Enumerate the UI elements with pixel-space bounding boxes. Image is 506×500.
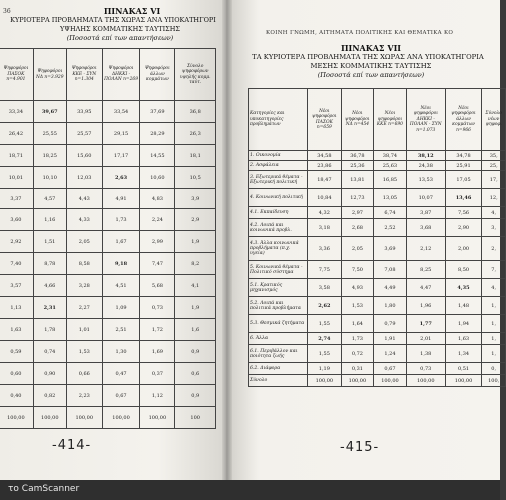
right-table-cell: 1, xyxy=(482,345,506,363)
right-table-cell: 4,49 xyxy=(374,279,407,297)
left-table-cell: 8,2 xyxy=(175,253,216,275)
left-table-cell: 25,55 xyxy=(33,123,66,145)
right-table-cell: 100,00 xyxy=(445,375,482,387)
left-table-row xyxy=(0,385,216,407)
right-table-cell: 13,81 xyxy=(341,171,373,189)
right-table-cell: 4,32 xyxy=(308,207,342,219)
left-table-cell: 7,47 xyxy=(140,253,175,275)
left-table-cell: 0,37 xyxy=(140,363,175,385)
right-table-cell: 1,77 xyxy=(406,315,445,333)
right-table-row xyxy=(249,315,506,333)
right-table-cell: 100,00 xyxy=(341,375,373,387)
right-table-cell: 6,74 xyxy=(374,207,407,219)
left-table-cell: 33,34 xyxy=(0,101,33,123)
right-column-header: Νέοι ψηφοφόροι άλλων κομμάτων n=966 xyxy=(445,89,482,151)
right-table-cell: 7,75 xyxy=(308,261,342,279)
right-table-cell: 13,05 xyxy=(374,189,407,207)
right-table-cell: 2,05 xyxy=(341,237,373,261)
right-row-label: 4.3. Άλλα κοινωνικά προβλήματα (π.χ. υγεία) xyxy=(249,237,308,261)
right-table-row xyxy=(249,261,506,279)
right-table-cell: 3,87 xyxy=(406,207,445,219)
right-row-label: 6.2. Διάφορα xyxy=(249,363,308,375)
left-table-cell: 1,12 xyxy=(140,385,175,407)
right-table-cell: 1,80 xyxy=(374,297,407,315)
right-data-table xyxy=(248,88,506,387)
left-table-cell: 26,42 xyxy=(0,123,33,145)
left-table-cell: 1,6 xyxy=(175,319,216,341)
right-row-label: Σύνολο xyxy=(249,375,308,387)
right-table-subtitle-2: ΜΕΣΗΣ ΚΟΜΜΑΤΙΚΗΣ ΤΑΥΤΙΣΗΣ xyxy=(310,62,432,70)
left-table-cell: 17,17 xyxy=(102,145,140,167)
left-page-top-number: 36 xyxy=(3,8,11,15)
right-table-row xyxy=(249,161,506,171)
right-table-cell: 25, xyxy=(482,161,506,171)
right-table-cell: 2,00 xyxy=(445,237,482,261)
left-table-title: ΠΙΝΑΚΑΣ VI xyxy=(103,6,161,16)
right-row-label: 5.3. Θεσμικά ζητήματα xyxy=(249,315,308,333)
right-table-cell: 4,35 xyxy=(445,279,482,297)
left-data-table xyxy=(0,48,216,429)
left-table-cell: 1,53 xyxy=(66,341,102,363)
right-table-cell: 1, xyxy=(482,297,506,315)
right-column-header: Σύνολο νέων ψηφοφ. xyxy=(482,89,506,151)
right-table-cell: 100,00 xyxy=(374,375,407,387)
left-table-cell: 4,57 xyxy=(33,189,66,209)
left-handwritten-page-number: -414- xyxy=(52,438,92,453)
scanner-footer-bar xyxy=(0,480,500,500)
left-table-cell: 1,9 xyxy=(175,297,216,319)
left-table-cell: 1,51 xyxy=(33,231,66,253)
left-table-cell: 9,18 xyxy=(102,253,140,275)
right-table-cell: 4, xyxy=(482,279,506,297)
right-table-cell: 100,00 xyxy=(308,375,342,387)
right-table-cell: 2,12 xyxy=(406,237,445,261)
left-table-cell: 18,71 xyxy=(0,145,33,167)
right-column-header: Νέοι ψηφοφόροι ΚΚΕ n=690 xyxy=(374,89,407,151)
right-row-label: 5.1. Κρατικός μηχανισμός xyxy=(249,279,308,297)
right-table-cell: 0,79 xyxy=(374,315,407,333)
left-table-cell: 4,83 xyxy=(140,189,175,209)
right-table-cell: 0,51 xyxy=(445,363,482,375)
left-table-cell: 0,60 xyxy=(0,363,33,385)
left-table-cell: 1,72 xyxy=(140,319,175,341)
right-table-cell: 0,31 xyxy=(341,363,373,375)
left-table-row xyxy=(0,275,216,297)
left-table-cell: 0,47 xyxy=(102,363,140,385)
book-spine-shadow xyxy=(222,0,232,480)
left-table-cell: 2,24 xyxy=(140,209,175,231)
left-table-cell: 18,1 xyxy=(175,145,216,167)
right-table-cell: 25,91 xyxy=(445,161,482,171)
left-column-header: Ψηφοφόροι ΚΚΕ - ΣΥΝ n=1.304 xyxy=(66,49,102,101)
right-table-row xyxy=(249,151,506,161)
left-table-cell: 10,01 xyxy=(0,167,33,189)
left-table-cell: 1,01 xyxy=(66,319,102,341)
left-table-cell: 0,90 xyxy=(33,363,66,385)
right-table-cell: 13,53 xyxy=(406,171,445,189)
left-table-cell: 2,9 xyxy=(175,209,216,231)
left-table-row xyxy=(0,145,216,167)
left-column-header: Ψηφοφόροι άλλων κομμάτων xyxy=(140,49,175,101)
right-table-cell: 3,68 xyxy=(406,219,445,237)
right-table-cell: 0, xyxy=(482,363,506,375)
left-table-cell: 1,67 xyxy=(102,231,140,253)
right-table-cell: 1,73 xyxy=(341,333,373,345)
left-table-cell: 4,33 xyxy=(66,209,102,231)
left-column-header: Σύνολο ψηφοφόρων υψηλής κομμ. ταύτ. xyxy=(175,49,216,101)
left-table-cell: 4,51 xyxy=(102,275,140,297)
right-table-cell: 7,08 xyxy=(374,261,407,279)
left-table-cell: 29,15 xyxy=(102,123,140,145)
left-table-cell: 25,57 xyxy=(66,123,102,145)
right-table-cell: 2,01 xyxy=(406,333,445,345)
left-table-row xyxy=(0,341,216,363)
right-table-row xyxy=(249,375,506,387)
right-table-cell: 10,07 xyxy=(406,189,445,207)
left-table-row xyxy=(0,297,216,319)
right-table-row xyxy=(249,189,506,207)
left-table-row xyxy=(0,189,216,209)
left-table-cell: 18,25 xyxy=(33,145,66,167)
left-table-cell: 3,60 xyxy=(0,209,33,231)
right-column-header: Νέοι ψηφοφόροι ΝΔ n=454 xyxy=(341,89,373,151)
right-table-cell: 1,91 xyxy=(374,333,407,345)
left-table-cell: 0,6 xyxy=(175,363,216,385)
right-table-row xyxy=(249,171,506,189)
right-table-cell: 1,55 xyxy=(308,345,342,363)
right-table-row xyxy=(249,333,506,345)
right-table-cell: 2,74 xyxy=(308,333,342,345)
right-column-header: Νέοι ψηφοφόροι ΠΑΣΟΚ n=659 xyxy=(308,89,342,151)
right-row-label: 4. Κοινωνική πολιτική xyxy=(249,189,308,207)
left-column-header: Ψηφοφόροι ΔΗΚΚΙ - ΠΟΛΑΝ n=269 xyxy=(102,49,140,101)
left-table-cell: 8,78 xyxy=(33,253,66,275)
left-table-cell: 3,37 xyxy=(0,189,33,209)
right-table-cell: 2,90 xyxy=(445,219,482,237)
left-table-cell: 1,13 xyxy=(0,297,33,319)
left-table-cell: 2,23 xyxy=(66,385,102,407)
left-table-cell: 36,8 xyxy=(175,101,216,123)
left-table-cell: 2,51 xyxy=(102,319,140,341)
left-table-cell: 100,00 xyxy=(140,407,175,429)
left-table-cell: 0,9 xyxy=(175,341,216,363)
left-column-header: Ψηφοφόροι ΝΔ n=3.929 xyxy=(33,49,66,101)
right-table-cell: 1, xyxy=(482,333,506,345)
right-table-cell: 2,52 xyxy=(374,219,407,237)
right-table-cell: 17, xyxy=(482,171,506,189)
right-table-cell: 2,68 xyxy=(341,219,373,237)
right-row-label: 4.2. Λοιπά και κοινωνικά προβλ. xyxy=(249,219,308,237)
right-table-cell: 12,73 xyxy=(341,189,373,207)
right-row-label: 2. Ασφάλεια xyxy=(249,161,308,171)
scanner-watermark: το CamScanner xyxy=(8,484,80,494)
right-table-row xyxy=(249,237,506,261)
right-row-label: 1. Οικονομία xyxy=(249,151,308,161)
left-table-row xyxy=(0,101,216,123)
right-table-cell: 3,36 xyxy=(308,237,342,261)
right-row-label: 6. Άλλα xyxy=(249,333,308,345)
right-row-label: 5.2. Λοιπά και πολιτικά προβλήματα xyxy=(249,297,308,315)
right-table-cell: 34,78 xyxy=(445,151,482,161)
right-table-cell: 1,48 xyxy=(445,297,482,315)
left-table-cell: 100,00 xyxy=(66,407,102,429)
left-table-row xyxy=(0,167,216,189)
right-table-cell: 100,00 xyxy=(406,375,445,387)
right-table-cell: 38,74 xyxy=(374,151,407,161)
left-table-cell: 2,92 xyxy=(0,231,33,253)
right-table-cell: 34,58 xyxy=(308,151,342,161)
right-table-cell: 7,56 xyxy=(445,207,482,219)
right-table-cell: 36,78 xyxy=(341,151,373,161)
left-table-cell: 0,82 xyxy=(33,385,66,407)
right-table-row xyxy=(249,207,506,219)
right-row-label: 3. Εξωτερικά θέματα - Εξωτερική πολιτική xyxy=(249,171,308,189)
right-table-cell: 1,94 xyxy=(445,315,482,333)
right-table-cell: 1,96 xyxy=(406,297,445,315)
left-table-cell: 0,9 xyxy=(175,385,216,407)
left-table-row xyxy=(0,231,216,253)
right-table-cell: 1,53 xyxy=(341,297,373,315)
left-table-cell: 12,03 xyxy=(66,167,102,189)
left-table-row xyxy=(0,363,216,385)
right-table-row xyxy=(249,279,506,297)
left-column-header: Ψηφοφόροι ΠΑΣΟΚ n=4.901 xyxy=(0,49,33,101)
left-table-cell: 0,40 xyxy=(0,385,33,407)
left-table-cell: 3,57 xyxy=(0,275,33,297)
left-table-cell: 100,00 xyxy=(102,407,140,429)
left-page xyxy=(0,0,226,480)
left-table-row xyxy=(0,123,216,145)
left-table-cell: 10,10 xyxy=(33,167,66,189)
left-table-cell: 2,63 xyxy=(102,167,140,189)
right-table-cell: 24,38 xyxy=(406,161,445,171)
left-table-cell: 0,67 xyxy=(102,385,140,407)
right-table-cell: 18,47 xyxy=(308,171,342,189)
right-table-cell: 23,86 xyxy=(308,161,342,171)
right-table-cell: 35, xyxy=(482,151,506,161)
right-corner-header: Κατηγορίες και υποκατηγορίες προβλημάτων xyxy=(249,89,308,151)
right-table-title: ΠΙΝΑΚΑΣ VII xyxy=(340,43,402,53)
left-table-cell: 28,29 xyxy=(140,123,175,145)
left-table-cell: 37,69 xyxy=(140,101,175,123)
left-table-cell: 15,60 xyxy=(66,145,102,167)
left-table-cell: 4,66 xyxy=(33,275,66,297)
left-table-cell: 33,95 xyxy=(66,101,102,123)
right-table-cell: 25,63 xyxy=(374,161,407,171)
left-table-cell: 3,28 xyxy=(66,275,102,297)
left-table-cell: 7,40 xyxy=(0,253,33,275)
right-table-cell: 3,18 xyxy=(308,219,342,237)
left-table-cell: 1,9 xyxy=(175,231,216,253)
left-table-cell: 4,1 xyxy=(175,275,216,297)
right-table-cell: 3,69 xyxy=(374,237,407,261)
right-table-row xyxy=(249,297,506,315)
left-table-cell: 1,09 xyxy=(102,297,140,319)
left-table-row xyxy=(0,209,216,231)
right-table-cell: 13,46 xyxy=(445,189,482,207)
left-table-cell: 10,60 xyxy=(140,167,175,189)
right-row-label: 5. Κοινωνικά θέματα - Πολιτικό σύστημα xyxy=(249,261,308,279)
left-table-row xyxy=(0,319,216,341)
right-table-cell: 100, xyxy=(482,375,506,387)
right-running-header: ΚΟΙΝΗ ΓΝΩΜΗ, ΑΙΤΗΜΑΤΑ ΠΟΛΙΤΙΚΗΣ ΚΑΙ ΘΕΜΑΤΙΚΑ ΚΟ xyxy=(266,30,454,36)
right-table-cell: 12, xyxy=(482,189,506,207)
right-table-cell: 4,47 xyxy=(406,279,445,297)
left-table-cell: 26,3 xyxy=(175,123,216,145)
right-table-cell: 7, xyxy=(482,261,506,279)
left-table-cell: 1,69 xyxy=(140,341,175,363)
right-table-cell: 17,05 xyxy=(445,171,482,189)
right-table-cell: 0,72 xyxy=(341,345,373,363)
right-table-cell: 1,19 xyxy=(308,363,342,375)
left-table-cell: 4,91 xyxy=(102,189,140,209)
right-page xyxy=(226,0,500,480)
left-table-cell: 100,00 xyxy=(33,407,66,429)
left-table-row xyxy=(0,253,216,275)
right-table-cell: 4,93 xyxy=(341,279,373,297)
left-table-row xyxy=(0,407,216,429)
right-table-cell: 1,55 xyxy=(308,315,342,333)
left-table-cell: 4,43 xyxy=(66,189,102,209)
left-table-cell: 0,73 xyxy=(140,297,175,319)
right-table-cell: 4, xyxy=(482,207,506,219)
right-table-cell: 38,12 xyxy=(406,151,445,161)
right-table-cell: 1,64 xyxy=(341,315,373,333)
left-table-note: (Ποσοστά επί των απαντήσεων) xyxy=(66,34,174,42)
right-table-note: (Ποσοστά επί των απαντήσεων) xyxy=(317,71,425,79)
left-table-cell: 1,63 xyxy=(0,319,33,341)
right-table-cell: 1,34 xyxy=(445,345,482,363)
left-table-cell: 14,55 xyxy=(140,145,175,167)
right-row-label: 6.1. Περιβάλλον και ποιότητα ζωής xyxy=(249,345,308,363)
left-table-cell: 1,78 xyxy=(33,319,66,341)
right-table-cell: 3,58 xyxy=(308,279,342,297)
left-table-cell: 10,5 xyxy=(175,167,216,189)
left-table-cell: 5,68 xyxy=(140,275,175,297)
left-table-cell: 1,16 xyxy=(33,209,66,231)
right-table-row xyxy=(249,219,506,237)
right-table-cell: 0,73 xyxy=(406,363,445,375)
left-table-cell: 0,59 xyxy=(0,341,33,363)
left-table-cell: 0,74 xyxy=(33,341,66,363)
right-table-cell: 8,50 xyxy=(445,261,482,279)
right-table-cell: 1, xyxy=(482,315,506,333)
right-handwritten-page-number: -415- xyxy=(340,440,380,455)
left-table-cell: 1,30 xyxy=(102,341,140,363)
left-table-subtitle-1: ΚΥΡΙΟΤΕΡΑ ΠΡΟΒΛΗΜΑΤΑ ΤΗΣ ΧΩΡΑΣ ΑΝΑ ΥΠΟΚΑΤΗΓΟΡΙ xyxy=(10,16,216,24)
right-table-cell: 8,25 xyxy=(406,261,445,279)
right-table-row xyxy=(249,345,506,363)
left-table-cell: 0,66 xyxy=(66,363,102,385)
right-table-cell: 25,36 xyxy=(341,161,373,171)
left-table-cell: 2,31 xyxy=(33,297,66,319)
left-table-cell: 2,99 xyxy=(140,231,175,253)
left-table-cell: 3,9 xyxy=(175,189,216,209)
right-table-cell: 0,67 xyxy=(374,363,407,375)
right-table-cell: 2, xyxy=(482,237,506,261)
right-column-header: Νέοι ψηφοφόροι ΔΗΚΚΙ - ΠΟΛΑΝ - ΣΥΝ n=1.073 xyxy=(406,89,445,151)
left-table-cell: 2,05 xyxy=(66,231,102,253)
left-table-cell: 39,67 xyxy=(33,101,66,123)
right-table-subtitle-1: ΤΑ ΚΥΡΙΟΤΕΡΑ ΠΡΟΒΛΗΜΑΤΑ ΤΗΣ ΧΩΡΑΣ ΑΝΑ ΥΠΟΚΑΤΗΓΟΡΙΑ xyxy=(252,53,484,61)
right-table-cell: 1,38 xyxy=(406,345,445,363)
left-table-cell: 100 xyxy=(175,407,216,429)
right-row-label: 4.1. Εκπαίδευση xyxy=(249,207,308,219)
right-table-cell: 1,63 xyxy=(445,333,482,345)
right-table-row xyxy=(249,363,506,375)
left-table-cell: 1,73 xyxy=(102,209,140,231)
right-table-cell: 2,97 xyxy=(341,207,373,219)
right-table-cell: 16,85 xyxy=(374,171,407,189)
right-table-cell: 1,24 xyxy=(374,345,407,363)
right-table-cell: 7,50 xyxy=(341,261,373,279)
right-table-cell: 10,84 xyxy=(308,189,342,207)
right-table-cell: 2,62 xyxy=(308,297,342,315)
right-table-cell: 3, xyxy=(482,219,506,237)
left-table-cell: 33,54 xyxy=(102,101,140,123)
left-table-cell: 8,58 xyxy=(66,253,102,275)
left-table-cell: 100,00 xyxy=(0,407,33,429)
left-table-subtitle-2: ΥΨΗΛΗΣ ΚΟΜΜΑΤΙΚΗΣ ΤΑΥΤΙΣΗΣ xyxy=(59,25,181,33)
left-table-cell: 2,27 xyxy=(66,297,102,319)
